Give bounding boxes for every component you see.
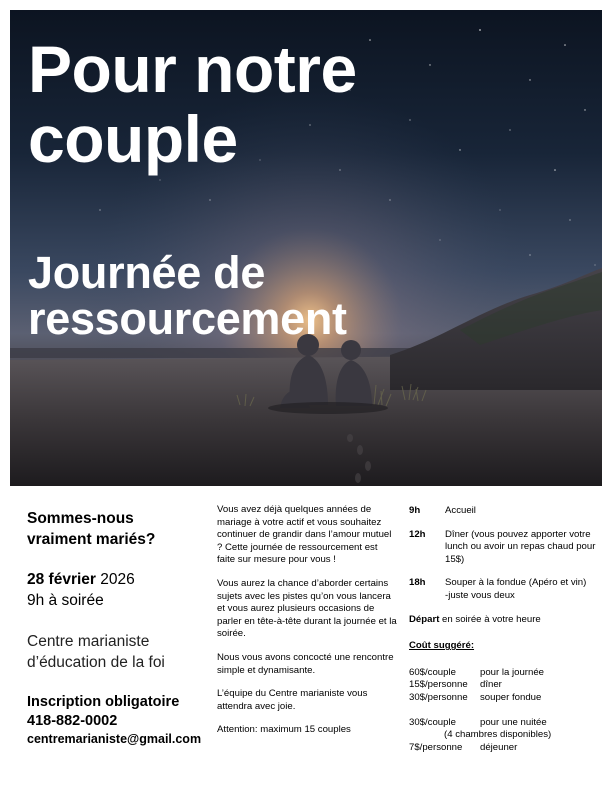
departure-note [409, 614, 604, 627]
schedule-row [409, 529, 604, 567]
flyer-title [28, 34, 357, 174]
description-paragraph-2: Vous aurez la chance d’aborder certains sujets avec les pistes qu’on vous lancera et vous aurez plusieurs occasions de parler en tête-à-tête durant la journée et la soirée. [217, 577, 397, 640]
subtitle-line-1: Journée de [28, 247, 266, 298]
question-heading [27, 508, 207, 550]
schedule-row [409, 505, 604, 518]
location-line-2: d’éducation de la foi [27, 654, 165, 671]
event-date [27, 569, 207, 611]
rooms-available: (4 chambres disponibles) [444, 729, 552, 741]
cost-description: pour une nuitée [480, 716, 547, 728]
schedule-column [409, 505, 611, 754]
question-line-1: Sommes-nous [27, 510, 134, 527]
cost-row [409, 667, 604, 680]
registration-label: Inscription obligatoire [27, 694, 180, 710]
phone-number[interactable]: 418-882-0002 [27, 713, 118, 729]
schedule-time: 18h [409, 577, 426, 589]
cost-price: 30$/couple [409, 716, 456, 728]
cost-heading: Coût suggéré: [409, 640, 475, 652]
cost-row [409, 692, 604, 705]
description-paragraph-4: L’équipe du Centre marianiste vous attendra avec joie. [217, 688, 368, 712]
description-column [217, 504, 397, 748]
cost-description: pour la journée [480, 666, 545, 678]
cost-price: 60$/couple [409, 666, 456, 678]
cost-description: déjeuner [480, 741, 518, 753]
event-time: 9h à soirée [27, 592, 104, 609]
schedule-description: Accueil [445, 505, 476, 516]
cost-row [409, 742, 604, 755]
cost-description: dîner [480, 679, 502, 691]
departure-label: Départ [409, 613, 440, 625]
capacity-notice: Attention: maximum 15 couples [217, 724, 351, 736]
hero-photo [10, 10, 602, 486]
subtitle-line-2: ressourcement [28, 293, 347, 344]
title-line-2: couple [28, 102, 238, 176]
schedule-description: Dîner (vous pouvez apporter votre lunch ou avoir un repas chaud pour 15$) [445, 528, 596, 565]
date-year: 2026 [95, 571, 135, 588]
question-line-2: vraiment mariés? [27, 531, 156, 548]
description-paragraph-3: Nous vous avons concocté une rencontre simple et dynamisante. [217, 651, 394, 676]
departure-text: en soirée à votre heure [439, 613, 541, 625]
description-paragraph-1: Vous avez déjà quelques années de mariage à votre actif et vous souhaitez continuer de grandir dans l’amour mutuel ? Cette journée de ressourcement est faite sur mesure pour vous ! [217, 504, 392, 566]
schedule-time: 9h [409, 505, 421, 516]
cost-price: 30$/personne [409, 691, 468, 703]
cost-row [409, 679, 604, 692]
cost-description: souper fondue [480, 691, 542, 703]
location-line-1: Centre marianiste [27, 633, 150, 650]
registration-block [27, 693, 207, 731]
schedule-row [409, 577, 611, 602]
date-day: 28 février [27, 571, 96, 588]
schedule-description: Souper à la fondue (Apéro et vin) -juste vous deux [445, 577, 611, 601]
cost-row [409, 717, 604, 730]
email-address[interactable]: centremarianiste@gmail.com [27, 732, 202, 746]
flyer-subtitle [28, 247, 347, 344]
title-line-1: Pour notre [28, 32, 357, 106]
schedule-time: 12h [409, 528, 426, 540]
cost-price: 15$/personne [409, 679, 468, 691]
event-location [27, 631, 207, 673]
event-info-column [27, 508, 207, 748]
cost-price: 7$/personne [409, 741, 463, 753]
